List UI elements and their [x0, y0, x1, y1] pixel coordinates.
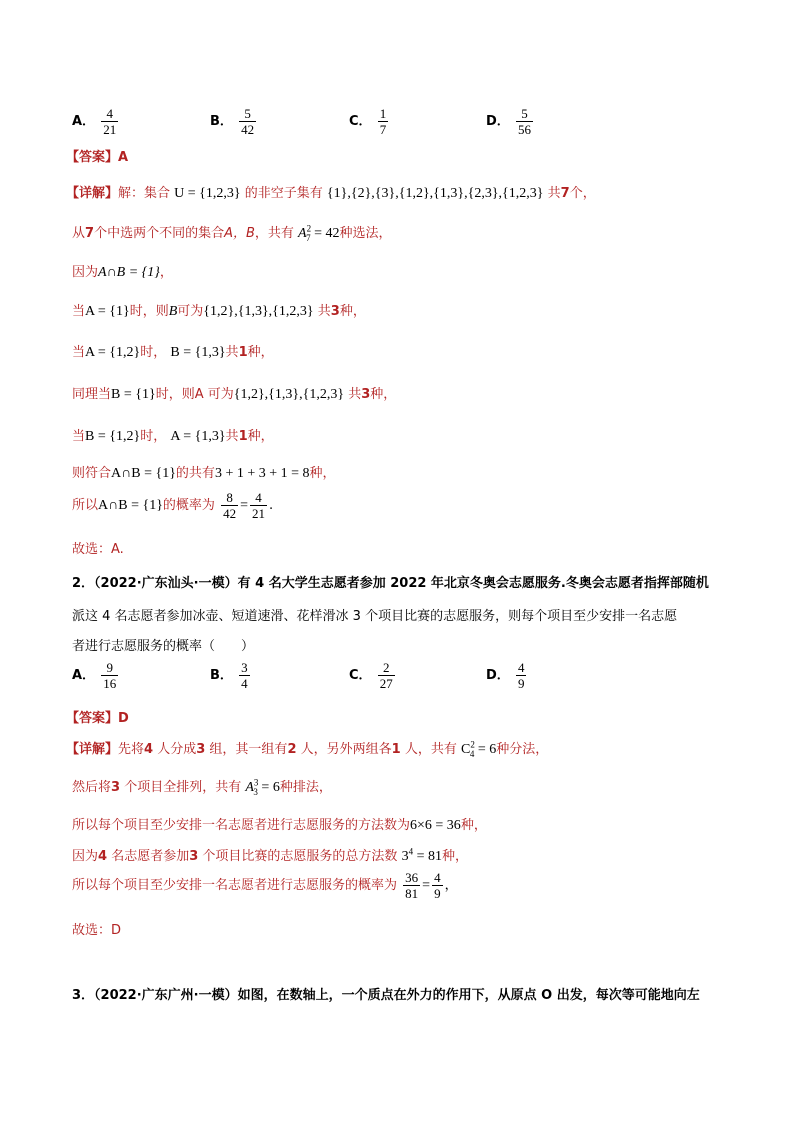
- text: 种，: [460, 818, 487, 833]
- text: 名志愿者参加: [111, 849, 190, 864]
- number: 3: [111, 780, 121, 795]
- math-expr: B = {1,3}: [170, 345, 226, 360]
- fraction: [403, 870, 420, 901]
- fraction-denominator: 4: [241, 676, 248, 691]
- answer-tag: 【答案】: [66, 150, 119, 165]
- answer-tag: 【答案】: [66, 711, 119, 726]
- math-expr: A∩B = {1}: [111, 466, 176, 481]
- q2-stem-line-3: [72, 635, 254, 654]
- fraction-numerator: 5: [521, 106, 528, 121]
- fraction-numerator: 36: [405, 870, 419, 885]
- text: 种，: [441, 849, 468, 864]
- text: 时，则: [129, 304, 169, 319]
- math-expr: $C^2_4 = 6$: [460, 739, 497, 759]
- text: 同理当: [72, 387, 112, 402]
- fraction-denominator: 9: [517, 676, 525, 691]
- text: 种，: [247, 345, 274, 360]
- q1-options: [72, 100, 592, 136]
- q2-options: [72, 660, 592, 696]
- text: 可为: [177, 304, 204, 319]
- text: ，共有: [254, 226, 294, 241]
- option-fraction: [101, 660, 118, 691]
- option-label: A．: [72, 668, 96, 683]
- q2-stem-line-2: [72, 605, 677, 624]
- math-expr: A = {1,2}: [85, 345, 141, 360]
- number: 7: [560, 186, 570, 201]
- number: 1: [238, 429, 248, 444]
- math-value: = 42: [314, 226, 340, 241]
- number: 3: [361, 387, 371, 402]
- text: 所以每个项目至少安排一名志愿者进行志愿服务的方法数为: [72, 818, 411, 833]
- q1-detail-line-1: [66, 182, 596, 202]
- fraction-numerator: 8: [226, 490, 233, 505]
- math-expr: U = {1,2,3}: [174, 186, 241, 201]
- answer-value: A: [118, 150, 129, 165]
- fraction-denominator: 56: [517, 122, 531, 137]
- detail-tag: 【详解】: [66, 186, 119, 201]
- text: 个项目比赛的志愿服务的总方法数: [202, 849, 398, 864]
- math-value: = 6: [261, 780, 280, 795]
- text: 组，其一组有: [209, 742, 288, 757]
- text: 解：集合: [118, 186, 171, 201]
- q2-detail-line-4: [72, 845, 468, 865]
- text: 时，则A 可为: [155, 387, 234, 402]
- stem-text: 3．（2022·广东广州·一模）如图，在数轴上，一个质点在外力的作用下，从原点 O 出发，每次等可能地向左: [72, 988, 700, 1003]
- text: 当: [72, 429, 86, 444]
- option-label: B．: [210, 114, 233, 129]
- option-fraction: [516, 106, 533, 137]
- set-names: A，B: [224, 226, 255, 241]
- option-fraction: [378, 660, 395, 691]
- text: 种，: [309, 466, 336, 481]
- number: 7: [85, 226, 95, 241]
- math-expr: B: [168, 304, 178, 319]
- fraction-denominator: 42: [223, 506, 237, 521]
- number: 1: [391, 742, 401, 757]
- number: 4: [98, 849, 108, 864]
- q2-detail-line-5: [72, 870, 458, 901]
- fraction-numerator: 4: [255, 490, 262, 505]
- period: .: [268, 498, 274, 513]
- q2-detail-line-2: [72, 776, 332, 797]
- text: 先将: [118, 742, 145, 757]
- text: 当: [72, 304, 86, 319]
- q2-option-b: [210, 660, 252, 691]
- math-expr: B = {1}: [111, 387, 156, 402]
- math-expr: {1,2},{1,3},{1,2,3}: [233, 387, 345, 402]
- q1-option-d: [486, 106, 535, 137]
- option-fraction: [516, 660, 527, 691]
- math-expr: B = {1,2}: [85, 429, 141, 444]
- fraction-numerator: 4: [517, 660, 525, 675]
- q1-detail-line-4: [72, 300, 366, 320]
- q2-stem-line-1: [72, 572, 709, 591]
- text: 种选法，: [339, 226, 392, 241]
- math-expr: A∩B = {1}: [98, 265, 160, 280]
- text: 当: [72, 345, 86, 360]
- q2-detail-line-1: [66, 738, 548, 759]
- math-value: = 81: [416, 849, 442, 864]
- text: 共: [225, 345, 239, 360]
- fraction-numerator: 9: [106, 660, 113, 675]
- text: 从: [72, 226, 86, 241]
- math-value: = 6: [477, 742, 497, 757]
- text: 种排法，: [279, 780, 332, 795]
- text: 人分成: [157, 742, 197, 757]
- stem-text: 者进行志愿服务的概率（ ）: [72, 639, 255, 654]
- math-expr: A∩B = {1}: [98, 498, 163, 513]
- q2-option-a: [72, 660, 120, 691]
- text: 所以每个项目至少安排一名志愿者进行志愿服务的概率为: [72, 878, 398, 893]
- q1-detail-line-6: [72, 383, 396, 403]
- comma: ，: [444, 878, 458, 893]
- conclusion-text: 故选：D: [72, 923, 122, 938]
- q1-conclusion: [72, 538, 124, 557]
- fraction-numerator: 2: [382, 660, 390, 675]
- fraction: [432, 870, 443, 901]
- conclusion-text: 故选：A.: [72, 542, 124, 557]
- q1-detail-line-9: [72, 490, 273, 521]
- text: 个，: [569, 186, 596, 201]
- fraction: [250, 490, 267, 521]
- math-expr: 3 + 1 + 3 + 1 = 8: [214, 466, 310, 481]
- option-label: C．: [349, 668, 372, 683]
- math-expr: 6×6 = 36: [410, 818, 461, 833]
- text: 的概率为: [162, 498, 215, 513]
- q1-option-b: [210, 106, 258, 137]
- text: 人，另外两组各: [300, 742, 392, 757]
- text: 个项目全排列，共有: [124, 780, 242, 795]
- text: 因为: [72, 265, 99, 280]
- q1-option-a: [72, 106, 120, 137]
- option-fraction: [378, 106, 389, 137]
- math-expr: $A^2_7 = 42$: [298, 223, 340, 243]
- stem-text: 派这 4 名志愿者参加冰壶、短道速滑、花样滑冰 3 个项目比赛的志愿服务，则每个项目至少安排一名志愿: [72, 609, 678, 624]
- fraction-denominator: 81: [405, 886, 419, 901]
- equals: =: [422, 878, 431, 893]
- q1-detail-line-7: [72, 425, 274, 445]
- text: 的非空子集有: [244, 186, 323, 201]
- text: 的共有: [175, 466, 215, 481]
- math-expr: $3^4 = 81$: [401, 846, 442, 864]
- number: 2: [287, 742, 297, 757]
- q1-option-c: [349, 106, 390, 137]
- detail-tag: 【详解】: [66, 742, 119, 757]
- option-label: D．: [486, 114, 510, 129]
- text: 则符合: [72, 466, 112, 481]
- option-fraction: [239, 660, 250, 691]
- q1-detail-line-3: [72, 261, 173, 281]
- fraction-denominator: 16: [103, 676, 117, 691]
- text: 共: [547, 186, 561, 201]
- fraction-denominator: 21: [103, 122, 117, 137]
- text: 种，: [339, 304, 366, 319]
- math-expr: {1,2},{1,3},{1,2,3}: [203, 304, 314, 319]
- text: 种，: [370, 387, 397, 402]
- q3-stem-line-1: [72, 984, 700, 1003]
- fraction: [221, 490, 238, 521]
- fraction-denominator: 9: [434, 886, 441, 901]
- q2-detail-line-3: [72, 814, 487, 834]
- text: 种分法，: [496, 742, 549, 757]
- option-label: B．: [210, 668, 233, 683]
- answer-value: D: [118, 711, 129, 726]
- number: 3: [196, 742, 206, 757]
- q2-answer: [66, 707, 129, 726]
- q1-detail-line-5: [72, 341, 274, 361]
- math-expr: A = {1,3}: [170, 429, 226, 444]
- fraction-numerator: 5: [244, 106, 251, 121]
- text: 人，共有: [404, 742, 457, 757]
- option-label: A．: [72, 114, 96, 129]
- fraction-numerator: 4: [106, 106, 113, 121]
- text: 共: [317, 304, 331, 319]
- text: ，: [159, 265, 173, 280]
- math-expr: $A^3_3 = 6$: [245, 777, 280, 797]
- q2-option-c: [349, 660, 397, 691]
- fraction-denominator: 21: [251, 506, 265, 521]
- q1-detail-line-8: [72, 462, 336, 482]
- text: 然后将: [72, 780, 112, 795]
- q2-conclusion: [72, 919, 121, 938]
- fraction-numerator: 3: [241, 660, 248, 675]
- text: 共: [348, 387, 362, 402]
- text: 所以: [72, 498, 99, 513]
- fraction-numerator: 1: [379, 106, 387, 121]
- text: 个中选两个不同的集合: [94, 226, 225, 241]
- stem-text: 2．（2022·广东汕头·一模）有 4 名大学生志愿者参加 2022 年北京冬奥会志愿服务.冬奥会志愿者指挥部随机: [72, 576, 709, 591]
- text: 共: [225, 429, 239, 444]
- option-fraction: [239, 106, 256, 137]
- option-label: D．: [486, 668, 510, 683]
- q1-answer: [66, 146, 128, 165]
- math-expr: A = {1}: [85, 304, 130, 319]
- text: 因为: [72, 849, 99, 864]
- option-fraction: [101, 106, 118, 137]
- fraction-numerator: 4: [434, 870, 441, 885]
- text: 时，: [140, 429, 167, 444]
- number: 4: [144, 742, 154, 757]
- math-expr: {1},{2},{3},{1,2},{1,3},{2,3},{1,2,3}: [326, 186, 544, 201]
- fraction-denominator: 42: [241, 122, 255, 137]
- number: 3: [189, 849, 199, 864]
- equals: =: [240, 498, 248, 513]
- number: 1: [238, 345, 248, 360]
- fraction-denominator: 7: [379, 122, 387, 137]
- text: 时，: [140, 345, 167, 360]
- number: 3: [330, 304, 340, 319]
- q2-option-d: [486, 660, 528, 691]
- q1-detail-line-2: [72, 222, 392, 243]
- text: 种，: [247, 429, 274, 444]
- fraction-denominator: 27: [379, 676, 393, 691]
- option-label: C．: [349, 114, 372, 129]
